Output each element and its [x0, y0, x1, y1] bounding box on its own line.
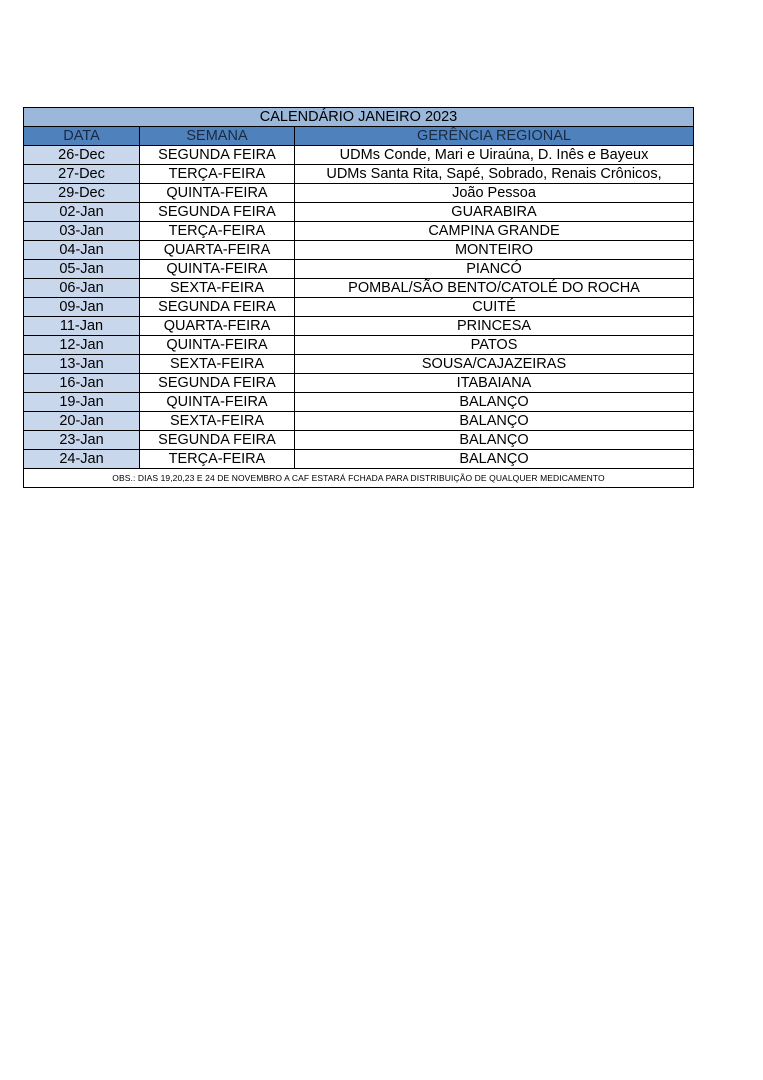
region-cell: GUARABIRA: [295, 203, 694, 222]
table-body: [24, 146, 694, 469]
weekday-cell: QUINTA-FEIRA: [140, 184, 295, 203]
table-row: [24, 184, 694, 203]
table-row: [24, 374, 694, 393]
weekday-cell: SEXTA-FEIRA: [140, 412, 295, 431]
date-cell: 27-Dec: [24, 165, 140, 184]
weekday-cell: TERÇA-FEIRA: [140, 165, 295, 184]
region-cell: UDMs Santa Rita, Sapé, Sobrado, Renais Crônicos,: [295, 165, 694, 184]
table-row: [24, 222, 694, 241]
date-cell: 04-Jan: [24, 241, 140, 260]
date-cell: 09-Jan: [24, 298, 140, 317]
region-cell: João Pessoa: [295, 184, 694, 203]
date-cell: 23-Jan: [24, 431, 140, 450]
calendar-table: [23, 107, 694, 488]
table-row: [24, 355, 694, 374]
weekday-cell: QUINTA-FEIRA: [140, 393, 295, 412]
title-row: [24, 108, 694, 127]
region-cell: CAMPINA GRANDE: [295, 222, 694, 241]
weekday-cell: TERÇA-FEIRA: [140, 450, 295, 469]
region-cell: PATOS: [295, 336, 694, 355]
date-cell: 26-Dec: [24, 146, 140, 165]
table-row: [24, 241, 694, 260]
column-header-date: DATA: [24, 127, 140, 146]
region-cell: PRINCESA: [295, 317, 694, 336]
region-cell: BALANÇO: [295, 412, 694, 431]
date-cell: 12-Jan: [24, 336, 140, 355]
table-row: [24, 450, 694, 469]
header-row: [24, 127, 694, 146]
date-cell: 11-Jan: [24, 317, 140, 336]
observation-row: [24, 469, 694, 488]
region-cell: POMBAL/SÃO BENTO/CATOLÉ DO ROCHA: [295, 279, 694, 298]
table-row: [24, 203, 694, 222]
weekday-cell: SEGUNDA FEIRA: [140, 146, 295, 165]
date-cell: 03-Jan: [24, 222, 140, 241]
date-cell: 24-Jan: [24, 450, 140, 469]
table-row: [24, 431, 694, 450]
table-row: [24, 412, 694, 431]
table-row: [24, 298, 694, 317]
region-cell: BALANÇO: [295, 450, 694, 469]
calendar-title: CALENDÁRIO JANEIRO 2023: [24, 108, 694, 127]
observation-note: OBS.: DIAS 19,20,23 E 24 DE NOVEMBRO A CAF ESTARÁ FCHADA PARA DISTRIBUIÇÃO DE QUALQUER MEDICAMENTO: [24, 469, 694, 488]
table-row: [24, 165, 694, 184]
region-cell: BALANÇO: [295, 393, 694, 412]
weekday-cell: QUARTA-FEIRA: [140, 241, 295, 260]
weekday-cell: SEXTA-FEIRA: [140, 355, 295, 374]
date-cell: 05-Jan: [24, 260, 140, 279]
date-cell: 06-Jan: [24, 279, 140, 298]
weekday-cell: TERÇA-FEIRA: [140, 222, 295, 241]
weekday-cell: SEGUNDA FEIRA: [140, 298, 295, 317]
column-header-region: GERÊNCIA REGIONAL: [295, 127, 694, 146]
date-cell: 16-Jan: [24, 374, 140, 393]
region-cell: CUITÉ: [295, 298, 694, 317]
region-cell: BALANÇO: [295, 431, 694, 450]
table-row: [24, 279, 694, 298]
column-header-week: SEMANA: [140, 127, 295, 146]
region-cell: SOUSA/CAJAZEIRAS: [295, 355, 694, 374]
table-row: [24, 317, 694, 336]
weekday-cell: QUARTA-FEIRA: [140, 317, 295, 336]
date-cell: 13-Jan: [24, 355, 140, 374]
table-row: [24, 146, 694, 165]
region-cell: MONTEIRO: [295, 241, 694, 260]
table-row: [24, 393, 694, 412]
weekday-cell: QUINTA-FEIRA: [140, 336, 295, 355]
weekday-cell: SEGUNDA FEIRA: [140, 203, 295, 222]
region-cell: ITABAIANA: [295, 374, 694, 393]
weekday-cell: QUINTA-FEIRA: [140, 260, 295, 279]
date-cell: 29-Dec: [24, 184, 140, 203]
date-cell: 20-Jan: [24, 412, 140, 431]
table-row: [24, 260, 694, 279]
weekday-cell: SEGUNDA FEIRA: [140, 431, 295, 450]
weekday-cell: SEXTA-FEIRA: [140, 279, 295, 298]
table-row: [24, 336, 694, 355]
region-cell: UDMs Conde, Mari e Uiraúna, D. Inês e Bayeux: [295, 146, 694, 165]
date-cell: 02-Jan: [24, 203, 140, 222]
date-cell: 19-Jan: [24, 393, 140, 412]
weekday-cell: SEGUNDA FEIRA: [140, 374, 295, 393]
region-cell: PIANCÓ: [295, 260, 694, 279]
